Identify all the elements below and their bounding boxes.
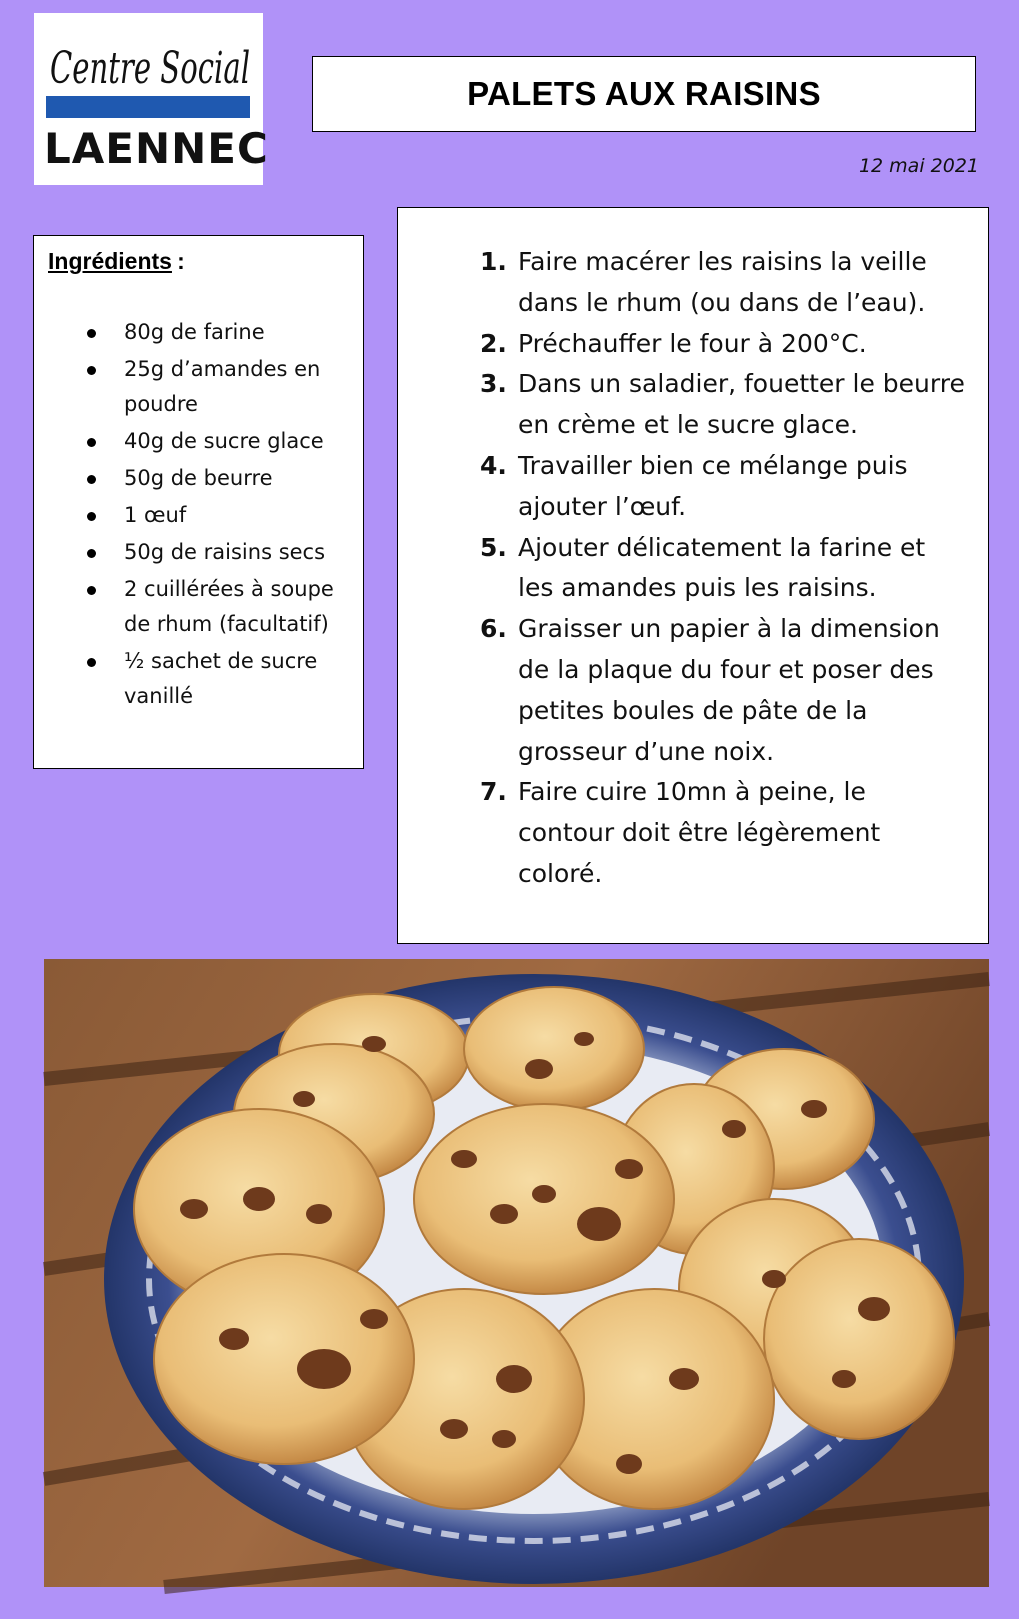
- logo-script-lettering: [46, 17, 256, 103]
- step-text: Graisser un papier à la dimension de la plaque du four et poser des petites boules de pâte de la grosseur d’une noix.: [518, 614, 940, 766]
- step-number: 3.: [480, 369, 507, 399]
- step-number: 6.: [480, 614, 507, 644]
- ingredient-item: [48, 352, 349, 422]
- recipe-date: 12 mai 2021: [858, 155, 979, 177]
- step-text: Travailler bien ce mélange puis ajouter l’œuf.: [518, 450, 908, 521]
- cookies-photo: [44, 959, 989, 1587]
- bullet-icon: [87, 586, 96, 595]
- bullet-icon: [87, 329, 96, 338]
- step-text: Préchauffer le four à 200°C.: [518, 328, 867, 358]
- ingredient-item: [48, 644, 349, 714]
- ingredient-text: 50g de beurre: [124, 466, 273, 490]
- ingredient-item: [48, 498, 349, 533]
- step-number: 2.: [480, 328, 507, 358]
- bullet-icon: [87, 366, 96, 375]
- ingredient-text: 40g de sucre glace: [124, 429, 324, 453]
- ingredient-item: [48, 315, 349, 350]
- logo-script-text: Centre Social: [50, 43, 251, 94]
- bullet-icon: [87, 438, 96, 447]
- ingredient-item: [48, 535, 349, 570]
- step-number: 1.: [480, 247, 507, 276]
- step-number: 7.: [480, 777, 507, 807]
- centre-social-logo: [34, 13, 269, 185]
- ingredients-box: [33, 235, 364, 769]
- recipe-title-box: [312, 56, 976, 132]
- step-item: [398, 528, 978, 610]
- ingredient-text: 50g de raisins secs: [124, 540, 326, 564]
- ingredient-text: ½ sachet de sucre vanillé: [124, 649, 318, 708]
- logo-laennec-text: LAENNEC: [44, 124, 269, 173]
- bullet-icon: [87, 549, 96, 558]
- step-text: Faire cuire 10mn à peine, le contour doit être légèrement coloré.: [518, 777, 881, 888]
- step-item: [398, 446, 978, 528]
- cookies-photo-illustration: [44, 959, 989, 1587]
- step-number: 4.: [480, 450, 507, 480]
- steps-box: [397, 207, 989, 944]
- ingredients-colon-text: :: [177, 248, 185, 274]
- step-item: [398, 772, 978, 894]
- ingredient-text: 80g de farine: [124, 320, 265, 344]
- ingredients-list: [48, 315, 349, 714]
- ingredient-text: 1 œuf: [124, 503, 187, 527]
- ingredients-heading: Ingrédients: [48, 248, 172, 274]
- bullet-icon: [87, 658, 96, 667]
- bullet-icon: [87, 512, 96, 521]
- step-item: [398, 324, 978, 365]
- recipe-title: PALETS AUX RAISINS: [467, 75, 821, 112]
- bullet-icon: [87, 475, 96, 484]
- step-item: [398, 242, 978, 324]
- ingredient-text: 2 cuillérées à soupe de rhum (facultatif): [124, 577, 334, 636]
- ingredient-item: [48, 572, 349, 642]
- ingredients-heading-colon: [177, 248, 185, 274]
- ingredient-item: [48, 461, 349, 496]
- step-text: Dans un saladier, fouetter le beurre en crème et le sucre glace.: [518, 369, 965, 440]
- ingredient-text: 25g d’amandes en poudre: [124, 357, 321, 416]
- step-item: [398, 364, 978, 446]
- logo-blue-bar: [46, 96, 250, 118]
- step-number: 5.: [480, 532, 507, 562]
- steps-list: [398, 242, 978, 895]
- ingredient-item: [48, 424, 349, 459]
- step-text: Faire macérer les raisins la veille dans le rhum (ou dans de l’eau).: [518, 247, 927, 317]
- step-item: [398, 609, 978, 772]
- step-text: Ajouter délicatement la farine et les amandes puis les raisins.: [518, 532, 926, 603]
